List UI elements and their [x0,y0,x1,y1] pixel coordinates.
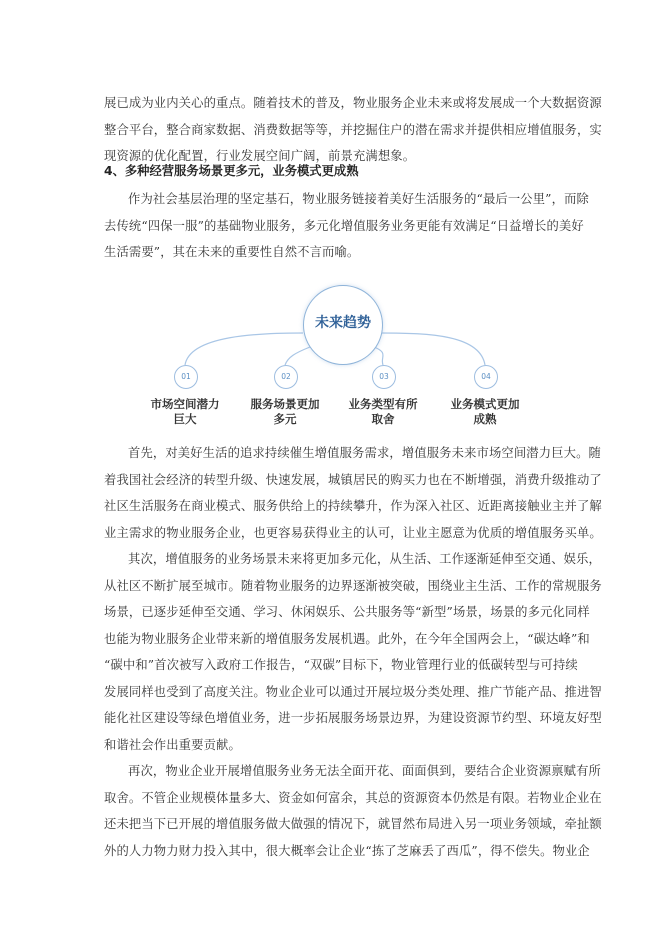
item-label-line: 取舍 [371,412,395,426]
connector-04 [381,333,485,365]
future-trends-diagram [130,285,550,425]
paragraph-2 [104,186,589,266]
paragraph-5 [104,758,602,864]
item-number-01: 01 [174,365,198,389]
item-label-line: 成熟 [473,412,497,426]
text-line: 还未把当下已开展的增值服务做大做强的情况下，就冒然布局进入另一项业务领域，牵扯额 [104,817,602,831]
text-line: 展已成为业内关心的重点。随着技术的普及，物业服务企业未来或将发展成一个大数据资源 [104,96,602,110]
text-line: 其次，增值服务的业务场景未来将更加多元化，从生活、工作逐渐延伸至交通、娱乐， [128,552,601,566]
text-line: 生活需要”，其在未来的重要性自然不言而喻。 [104,245,360,259]
item-label-02 [240,397,330,427]
paragraph-intro [104,90,602,170]
text-line: 整合平台，整合商家数据、消费数据等等，并挖掘住户的潜在需求并提供相应增值服务，实 [104,122,602,137]
text-line: 场景，已逐步延伸至交通、学习、休闲娱乐、公共服务等“新型”场景，场景的多元化同样 [104,605,590,619]
text-line: 着我国社会经济的转型升级、快速发展，城镇居民的购买力也在不断增强，消费升级推动了 [104,472,602,487]
connector-03 [374,347,383,365]
text-line: 和谐社会作出重要贡献。 [104,737,241,752]
item-label-01 [140,397,230,427]
item-label-line: 巨大 [173,412,197,426]
paragraph-3 [104,440,602,546]
center-label: 未来趋势 [315,315,371,331]
text-line: 取舍。不管企业规模体量多大、资金如何富余，其总的资源资本仍然是有限。若物业企业在 [104,790,602,805]
text-line: 能化社区建设等绿色增值业务，进一步拓展服务场景边界，为建设资源节约型、环境友好型 [104,711,602,725]
text-line: 去传统“四保一服”的基础物业服务，多元化增值服务业务更能有效满足“日益增长的美好 [104,218,584,233]
item-label-line: 业务类型有所 [348,397,418,411]
text-line: 发展同样也受到了高度关注。物业企业可以通过开展垃圾分类处理、推广节能产品、推进智 [104,684,602,699]
item-label-04 [440,397,530,427]
item-label-03 [338,397,428,427]
item-number-02: 02 [274,365,298,389]
text-line: 社区生活服务在商业模式、服务供给上的持续攀升，作为深入社区、近距离接触业主并了解 [104,499,602,513]
item-label-line: 多元 [273,412,297,426]
text-line: 外的人力物力财力投入其中，很大概率会让企业“拣了芝麻丢了西瓜”，得不偿失。物业企 [104,843,590,858]
text-line: 也能为物业服务企业带来新的增值服务发展机遇。此外，在今年全国两会上，“碳达峰”和 [104,631,590,646]
text-line: 现资源的优化配置，行业发展空间广阔，前景充满想象。 [104,149,416,163]
item-label-line: 市场空间潜力 [150,397,220,411]
connector-02 [285,347,310,365]
text-line: 从社区不断扩展至城市。随着物业服务的边界逐渐被突破，围绕业主生活、工作的常规服务 [104,578,602,593]
text-line: 再次，物业企业开展增值服务业务无法全面开花、面面俱到，要结合企业资源禀赋有所 [128,764,601,778]
section-heading: 4、多种经营服务场景更多元，业务模式更成熟 [104,164,359,178]
text-line: 作为社会基层治理的坚定基石，物业服务链接着美好生活服务的“最后一公里”，而除 [128,192,589,206]
connector-01 [185,333,303,365]
item-number-03: 03 [372,365,396,389]
center-circle [303,285,383,365]
text-line: 首先，对美好生活的追求持续催生增值服务需求，增值服务未来市场空间潜力巨大。随 [128,446,601,460]
item-label-line: 服务场景更加 [250,397,320,411]
text-line: “碳中和”首次被写入政府工作报告，“双碳”目标下，物业管理行业的低碳转型与可持续 [104,658,578,672]
text-line: 业主需求的物业服务企业，也更容易获得业主的认可，让业主愿意为优质的增值服务买单。 [104,525,602,540]
paragraph-4 [104,546,602,758]
item-number-04: 04 [474,365,498,389]
item-label-line: 业务模式更加 [450,397,520,411]
